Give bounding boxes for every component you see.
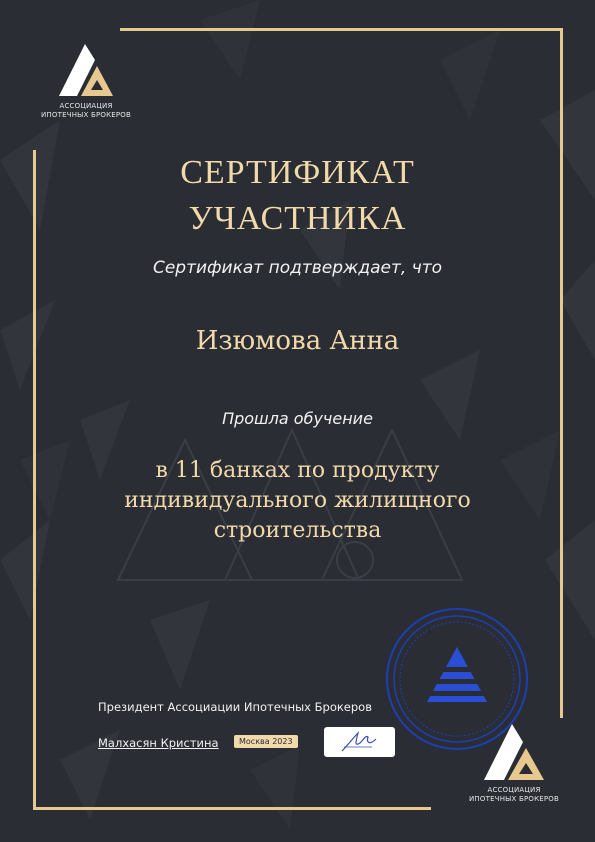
frame-bottom-line: [33, 807, 431, 810]
handwritten-signature-icon: [324, 727, 395, 757]
frame-top-line: [120, 28, 563, 31]
triangle-a-logo-icon: [51, 38, 121, 98]
course-line3: строительства: [213, 518, 382, 543]
certificate-title: [0, 150, 595, 242]
org-name-line1: АССОЦИАЦИЯ: [59, 102, 113, 110]
course-line2: индивидуального жилищного: [124, 488, 471, 513]
frame-left-line: [33, 150, 36, 810]
logo-top: [36, 38, 136, 120]
signer-name: Малхасян Кристина: [98, 736, 219, 750]
org-name-line1: АССОЦИАЦИЯ: [487, 786, 541, 794]
signature-box: [324, 727, 395, 757]
course-line1: в 11 банках по продукту: [155, 458, 440, 483]
org-name-line2: ИПОТЕЧНЫХ БРОКЕРОВ: [468, 795, 560, 803]
certificate-subtitle: Сертификат подтверждает, что: [152, 258, 443, 278]
logo-bottom: [462, 718, 566, 804]
title-line2: УЧАСТНИКА: [188, 200, 407, 237]
completed-label: Прошла обучение: [222, 409, 373, 428]
date-place-badge: Москва 2023: [234, 735, 298, 748]
signer-position: Президент Ассоциации Ипотечных Брокеров: [98, 700, 372, 714]
title-line1: СЕРТИФИКАТ: [180, 154, 415, 191]
recipient-name: Изюмова Анна: [195, 326, 400, 356]
frame-right-line: [560, 28, 563, 718]
triangle-a-logo-icon: [476, 718, 552, 782]
org-name-line2: ИПОТЕЧНЫХ БРОКЕРОВ: [40, 111, 132, 119]
course-description: [60, 456, 535, 546]
